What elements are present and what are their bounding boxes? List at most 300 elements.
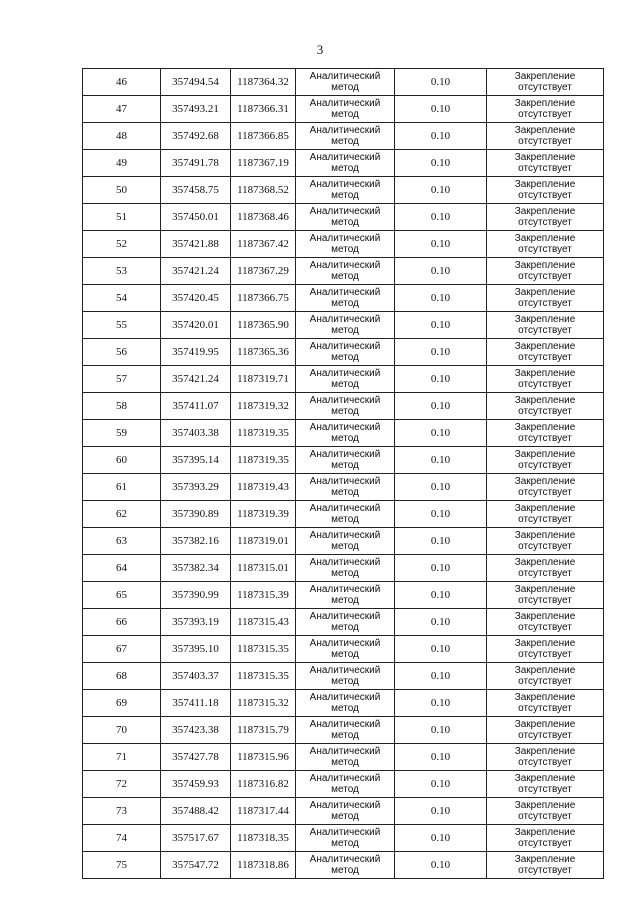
fixing-cell-line: отсутствует [518, 190, 572, 201]
fixing-cell-line: Закрепление [514, 71, 576, 82]
fixing-cell-line: Закрепление [514, 341, 576, 352]
point-number-cell: 57 [83, 366, 161, 393]
table-row [83, 69, 604, 96]
y-coordinate-cell: 1187365.36 [231, 339, 296, 366]
y-coordinate-cell: 1187315.43 [231, 609, 296, 636]
table-row [83, 231, 604, 258]
x-coordinate-cell: 357517.67 [161, 825, 231, 852]
method-cell-line: метод [331, 163, 359, 174]
fixing-cell [487, 474, 604, 501]
point-number-cell: 70 [83, 717, 161, 744]
point-number-cell: 55 [83, 312, 161, 339]
table-row [83, 420, 604, 447]
x-coordinate-cell: 357395.10 [161, 636, 231, 663]
fixing-cell-line: отсутствует [518, 811, 572, 822]
fixing-cell [487, 312, 604, 339]
y-coordinate-cell: 1187367.42 [231, 231, 296, 258]
method-cell-line: Аналитический [309, 206, 381, 217]
fixing-cell-line: отсутствует [518, 217, 572, 228]
accuracy-cell: 0.10 [395, 123, 487, 150]
y-coordinate-cell: 1187318.86 [231, 852, 296, 879]
method-cell [296, 717, 395, 744]
fixing-cell [487, 447, 604, 474]
x-coordinate-cell: 357420.01 [161, 312, 231, 339]
fixing-cell-line: отсутствует [518, 784, 572, 795]
accuracy-cell: 0.10 [395, 744, 487, 771]
fixing-cell-line: Закрепление [514, 611, 576, 622]
table-row [83, 798, 604, 825]
accuracy-cell: 0.10 [395, 393, 487, 420]
method-cell-line: Аналитический [309, 503, 381, 514]
method-cell-line: метод [331, 379, 359, 390]
accuracy-cell: 0.10 [395, 663, 487, 690]
fixing-cell-line: Закрепление [514, 692, 576, 703]
point-number-cell: 49 [83, 150, 161, 177]
table-row [83, 501, 604, 528]
point-number-cell: 54 [83, 285, 161, 312]
point-number-cell: 62 [83, 501, 161, 528]
fixing-cell [487, 177, 604, 204]
table-row [83, 204, 604, 231]
fixing-cell-line: Закрепление [514, 638, 576, 649]
y-coordinate-cell: 1187368.46 [231, 204, 296, 231]
point-number-cell: 53 [83, 258, 161, 285]
fixing-cell-line: отсутствует [518, 568, 572, 579]
x-coordinate-cell: 357382.16 [161, 528, 231, 555]
y-coordinate-cell: 1187319.35 [231, 447, 296, 474]
point-number-cell: 75 [83, 852, 161, 879]
fixing-cell-line: Закрепление [514, 557, 576, 568]
x-coordinate-cell: 357411.07 [161, 393, 231, 420]
fixing-cell-line: отсутствует [518, 82, 572, 93]
accuracy-cell: 0.10 [395, 447, 487, 474]
fixing-cell [487, 582, 604, 609]
fixing-cell [487, 528, 604, 555]
method-cell-line: Аналитический [309, 125, 381, 136]
accuracy-cell: 0.10 [395, 285, 487, 312]
fixing-cell-line: Закрепление [514, 206, 576, 217]
fixing-cell [487, 852, 604, 879]
method-cell-line: Аналитический [309, 71, 381, 82]
method-cell-line: метод [331, 271, 359, 282]
fixing-cell-line: отсутствует [518, 595, 572, 606]
method-cell-line: метод [331, 676, 359, 687]
method-cell [296, 636, 395, 663]
point-number-cell: 74 [83, 825, 161, 852]
accuracy-cell: 0.10 [395, 420, 487, 447]
table-row [83, 663, 604, 690]
x-coordinate-cell: 357382.34 [161, 555, 231, 582]
table-row [83, 528, 604, 555]
point-number-cell: 50 [83, 177, 161, 204]
fixing-cell [487, 96, 604, 123]
y-coordinate-cell: 1187319.35 [231, 420, 296, 447]
accuracy-cell: 0.10 [395, 717, 487, 744]
fixing-cell-line: отсутствует [518, 433, 572, 444]
x-coordinate-cell: 357547.72 [161, 852, 231, 879]
table-row [83, 825, 604, 852]
y-coordinate-cell: 1187317.44 [231, 798, 296, 825]
fixing-cell-line: отсутствует [518, 163, 572, 174]
accuracy-cell: 0.10 [395, 582, 487, 609]
method-cell-line: Аналитический [309, 314, 381, 325]
x-coordinate-cell: 357395.14 [161, 447, 231, 474]
fixing-cell-line: отсутствует [518, 406, 572, 417]
y-coordinate-cell: 1187319.01 [231, 528, 296, 555]
coordinates-table-body [83, 69, 604, 879]
method-cell [296, 258, 395, 285]
method-cell [296, 366, 395, 393]
method-cell [296, 825, 395, 852]
point-number-cell: 68 [83, 663, 161, 690]
fixing-cell [487, 798, 604, 825]
method-cell-line: метод [331, 784, 359, 795]
x-coordinate-cell: 357420.45 [161, 285, 231, 312]
method-cell-line: метод [331, 244, 359, 255]
accuracy-cell: 0.10 [395, 231, 487, 258]
table-row [83, 690, 604, 717]
fixing-cell-line: отсутствует [518, 244, 572, 255]
method-cell-line: метод [331, 838, 359, 849]
method-cell [296, 528, 395, 555]
method-cell [296, 690, 395, 717]
point-number-cell: 52 [83, 231, 161, 258]
method-cell-line: метод [331, 487, 359, 498]
x-coordinate-cell: 357458.75 [161, 177, 231, 204]
method-cell [296, 150, 395, 177]
fixing-cell [487, 339, 604, 366]
method-cell [296, 96, 395, 123]
method-cell-line: метод [331, 352, 359, 363]
method-cell-line: Аналитический [309, 665, 381, 676]
y-coordinate-cell: 1187366.75 [231, 285, 296, 312]
y-coordinate-cell: 1187367.19 [231, 150, 296, 177]
method-cell [296, 744, 395, 771]
x-coordinate-cell: 357421.24 [161, 366, 231, 393]
method-cell-line: Аналитический [309, 719, 381, 730]
accuracy-cell: 0.10 [395, 204, 487, 231]
table-row [83, 123, 604, 150]
y-coordinate-cell: 1187366.85 [231, 123, 296, 150]
fixing-cell-line: Закрепление [514, 773, 576, 784]
x-coordinate-cell: 357403.38 [161, 420, 231, 447]
table-row [83, 366, 604, 393]
point-number-cell: 48 [83, 123, 161, 150]
x-coordinate-cell: 357390.89 [161, 501, 231, 528]
fixing-cell-line: отсутствует [518, 865, 572, 876]
page-number: 3 [316, 42, 324, 57]
y-coordinate-cell: 1187318.35 [231, 825, 296, 852]
method-cell [296, 501, 395, 528]
method-cell-line: Аналитический [309, 179, 381, 190]
method-cell-line: метод [331, 649, 359, 660]
method-cell-line: метод [331, 622, 359, 633]
table-row [83, 717, 604, 744]
fixing-cell [487, 366, 604, 393]
accuracy-cell: 0.10 [395, 636, 487, 663]
point-number-cell: 51 [83, 204, 161, 231]
table-row [83, 771, 604, 798]
fixing-cell [487, 123, 604, 150]
fixing-cell-line: Закрепление [514, 260, 576, 271]
method-cell-line: Аналитический [309, 638, 381, 649]
method-cell [296, 204, 395, 231]
y-coordinate-cell: 1187366.31 [231, 96, 296, 123]
method-cell-line: Аналитический [309, 854, 381, 865]
fixing-cell-line: отсутствует [518, 757, 572, 768]
fixing-cell-line: отсутствует [518, 838, 572, 849]
table-row [83, 582, 604, 609]
fixing-cell-line: Закрепление [514, 827, 576, 838]
method-cell [296, 285, 395, 312]
method-cell-line: Аналитический [309, 611, 381, 622]
fixing-cell-line: Закрепление [514, 125, 576, 136]
point-number-cell: 60 [83, 447, 161, 474]
y-coordinate-cell: 1187315.96 [231, 744, 296, 771]
fixing-cell-line: отсутствует [518, 109, 572, 120]
table-row [83, 393, 604, 420]
x-coordinate-cell: 357494.54 [161, 69, 231, 96]
method-cell-line: Аналитический [309, 530, 381, 541]
fixing-cell-line: Закрепление [514, 179, 576, 190]
accuracy-cell: 0.10 [395, 528, 487, 555]
fixing-cell [487, 420, 604, 447]
method-cell-line: метод [331, 217, 359, 228]
method-cell-line: Аналитический [309, 449, 381, 460]
method-cell-line: Аналитический [309, 152, 381, 163]
method-cell-line: метод [331, 406, 359, 417]
method-cell [296, 123, 395, 150]
y-coordinate-cell: 1187316.82 [231, 771, 296, 798]
method-cell-line: Аналитический [309, 341, 381, 352]
x-coordinate-cell: 357450.01 [161, 204, 231, 231]
point-number-cell: 58 [83, 393, 161, 420]
x-coordinate-cell: 357421.88 [161, 231, 231, 258]
fixing-cell-line: отсутствует [518, 298, 572, 309]
method-cell [296, 339, 395, 366]
point-number-cell: 66 [83, 609, 161, 636]
method-cell [296, 609, 395, 636]
table-row [83, 177, 604, 204]
fixing-cell-line: отсутствует [518, 676, 572, 687]
method-cell [296, 852, 395, 879]
method-cell-line: Аналитический [309, 692, 381, 703]
accuracy-cell: 0.10 [395, 177, 487, 204]
fixing-cell-line: Закрепление [514, 665, 576, 676]
fixing-cell-line: отсутствует [518, 460, 572, 471]
fixing-cell [487, 231, 604, 258]
table-row [83, 852, 604, 879]
method-cell-line: Аналитический [309, 476, 381, 487]
table-row [83, 744, 604, 771]
x-coordinate-cell: 357393.19 [161, 609, 231, 636]
fixing-cell [487, 609, 604, 636]
fixing-cell [487, 717, 604, 744]
method-cell-line: метод [331, 865, 359, 876]
table-row [83, 474, 604, 501]
accuracy-cell: 0.10 [395, 690, 487, 717]
fixing-cell [487, 69, 604, 96]
fixing-cell-line: отсутствует [518, 325, 572, 336]
fixing-cell-line: Закрепление [514, 530, 576, 541]
fixing-cell-line: Закрепление [514, 287, 576, 298]
method-cell [296, 393, 395, 420]
fixing-cell-line: Закрепление [514, 503, 576, 514]
table-row [83, 636, 604, 663]
accuracy-cell: 0.10 [395, 555, 487, 582]
point-number-cell: 65 [83, 582, 161, 609]
method-cell [296, 447, 395, 474]
table-row [83, 96, 604, 123]
fixing-cell [487, 825, 604, 852]
accuracy-cell: 0.10 [395, 96, 487, 123]
fixing-cell-line: отсутствует [518, 622, 572, 633]
fixing-cell [487, 501, 604, 528]
fixing-cell-line: Закрепление [514, 368, 576, 379]
point-number-cell: 71 [83, 744, 161, 771]
y-coordinate-cell: 1187315.35 [231, 663, 296, 690]
y-coordinate-cell: 1187315.01 [231, 555, 296, 582]
fixing-cell-line: Закрепление [514, 800, 576, 811]
fixing-cell-line: отсутствует [518, 487, 572, 498]
method-cell [296, 177, 395, 204]
point-number-cell: 73 [83, 798, 161, 825]
fixing-cell-line: отсутствует [518, 514, 572, 525]
accuracy-cell: 0.10 [395, 798, 487, 825]
fixing-cell-line: Закрепление [514, 449, 576, 460]
point-number-cell: 64 [83, 555, 161, 582]
y-coordinate-cell: 1187364.32 [231, 69, 296, 96]
fixing-cell [487, 771, 604, 798]
fixing-cell [487, 393, 604, 420]
point-number-cell: 63 [83, 528, 161, 555]
accuracy-cell: 0.10 [395, 366, 487, 393]
table-row [83, 447, 604, 474]
x-coordinate-cell: 357393.29 [161, 474, 231, 501]
table-row [83, 555, 604, 582]
fixing-cell-line: отсутствует [518, 703, 572, 714]
x-coordinate-cell: 357411.18 [161, 690, 231, 717]
method-cell-line: Аналитический [309, 557, 381, 568]
fixing-cell [487, 150, 604, 177]
method-cell-line: метод [331, 757, 359, 768]
accuracy-cell: 0.10 [395, 852, 487, 879]
method-cell-line: Аналитический [309, 800, 381, 811]
fixing-cell-line: Закрепление [514, 476, 576, 487]
fixing-cell-line: Закрепление [514, 395, 576, 406]
y-coordinate-cell: 1187368.52 [231, 177, 296, 204]
method-cell-line: метод [331, 82, 359, 93]
x-coordinate-cell: 357427.78 [161, 744, 231, 771]
fixing-cell [487, 663, 604, 690]
accuracy-cell: 0.10 [395, 825, 487, 852]
x-coordinate-cell: 357403.37 [161, 663, 231, 690]
fixing-cell [487, 285, 604, 312]
accuracy-cell: 0.10 [395, 69, 487, 96]
method-cell-line: Аналитический [309, 287, 381, 298]
y-coordinate-cell: 1187365.90 [231, 312, 296, 339]
fixing-cell-line: Закрепление [514, 152, 576, 163]
fixing-cell-line: Закрепление [514, 746, 576, 757]
method-cell [296, 771, 395, 798]
y-coordinate-cell: 1187367.29 [231, 258, 296, 285]
x-coordinate-cell: 357491.78 [161, 150, 231, 177]
method-cell-line: метод [331, 595, 359, 606]
x-coordinate-cell: 357421.24 [161, 258, 231, 285]
accuracy-cell: 0.10 [395, 339, 487, 366]
table-row [83, 312, 604, 339]
y-coordinate-cell: 1187319.71 [231, 366, 296, 393]
y-coordinate-cell: 1187315.79 [231, 717, 296, 744]
fixing-cell [487, 690, 604, 717]
fixing-cell-line: Закрепление [514, 584, 576, 595]
fixing-cell-line: отсутствует [518, 136, 572, 147]
point-number-cell: 67 [83, 636, 161, 663]
y-coordinate-cell: 1187319.39 [231, 501, 296, 528]
fixing-cell [487, 744, 604, 771]
accuracy-cell: 0.10 [395, 150, 487, 177]
method-cell [296, 582, 395, 609]
method-cell-line: Аналитический [309, 773, 381, 784]
fixing-cell [487, 636, 604, 663]
method-cell-line: метод [331, 541, 359, 552]
method-cell-line: метод [331, 730, 359, 741]
method-cell-line: Аналитический [309, 368, 381, 379]
method-cell [296, 663, 395, 690]
accuracy-cell: 0.10 [395, 609, 487, 636]
x-coordinate-cell: 357459.93 [161, 771, 231, 798]
table-row [83, 258, 604, 285]
x-coordinate-cell: 357492.68 [161, 123, 231, 150]
method-cell-line: Аналитический [309, 422, 381, 433]
table-row [83, 339, 604, 366]
coordinates-table [82, 68, 604, 879]
fixing-cell-line: отсутствует [518, 541, 572, 552]
table-row [83, 285, 604, 312]
method-cell-line: Аналитический [309, 98, 381, 109]
accuracy-cell: 0.10 [395, 312, 487, 339]
method-cell [296, 420, 395, 447]
method-cell [296, 474, 395, 501]
method-cell-line: Аналитический [309, 827, 381, 838]
fixing-cell-line: отсутствует [518, 352, 572, 363]
method-cell-line: метод [331, 811, 359, 822]
method-cell-line: метод [331, 190, 359, 201]
point-number-cell: 59 [83, 420, 161, 447]
fixing-cell-line: Закрепление [514, 233, 576, 244]
x-coordinate-cell: 357488.42 [161, 798, 231, 825]
accuracy-cell: 0.10 [395, 474, 487, 501]
table-row [83, 150, 604, 177]
accuracy-cell: 0.10 [395, 771, 487, 798]
method-cell [296, 312, 395, 339]
method-cell-line: метод [331, 109, 359, 120]
accuracy-cell: 0.10 [395, 501, 487, 528]
fixing-cell-line: отсутствует [518, 730, 572, 741]
point-number-cell: 46 [83, 69, 161, 96]
accuracy-cell: 0.10 [395, 258, 487, 285]
y-coordinate-cell: 1187315.35 [231, 636, 296, 663]
method-cell-line: Аналитический [309, 233, 381, 244]
x-coordinate-cell: 357493.21 [161, 96, 231, 123]
point-number-cell: 61 [83, 474, 161, 501]
method-cell-line: метод [331, 433, 359, 444]
fixing-cell-line: отсутствует [518, 649, 572, 660]
method-cell-line: Аналитический [309, 260, 381, 271]
method-cell-line: Аналитический [309, 584, 381, 595]
point-number-cell: 47 [83, 96, 161, 123]
method-cell [296, 798, 395, 825]
